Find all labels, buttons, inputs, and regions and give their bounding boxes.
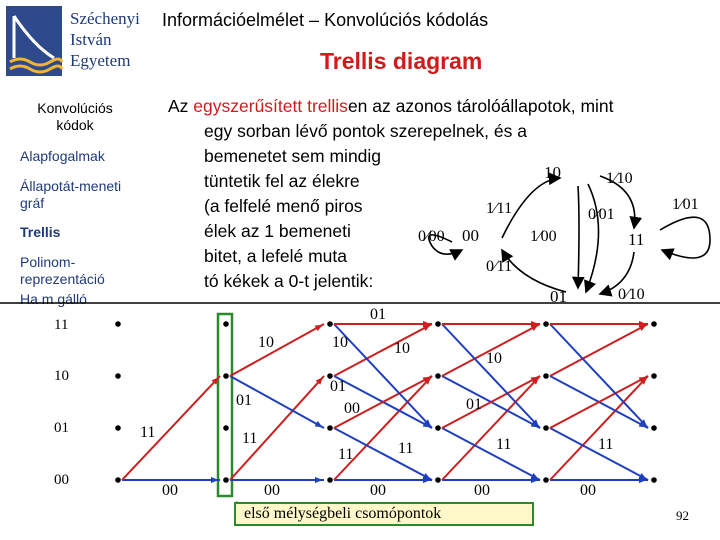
- trellis-edge-input-1: [442, 376, 540, 480]
- trellis-node: [543, 477, 549, 483]
- trellis-edge-input-1: [550, 376, 648, 480]
- trellis-edge-label: 00: [264, 482, 280, 499]
- trellis-node: [435, 477, 441, 483]
- trellis-edge-input-0: [442, 324, 540, 428]
- trellis-edge-input-1: [550, 324, 648, 376]
- trellis-node: [651, 477, 657, 483]
- state-transition-diagram: [410, 160, 720, 305]
- trellis-edge-label: 11: [598, 436, 614, 453]
- state-edge-label: 0⁄11: [486, 258, 513, 275]
- trellis-node: [223, 373, 229, 379]
- trellis-edge-label: 11: [140, 424, 156, 441]
- state-00: 00: [462, 226, 479, 245]
- university-name: [70, 8, 140, 71]
- body-line-8: tó kékek a 0-t jelentik:: [204, 271, 374, 291]
- trellis-edge-label: 10: [332, 334, 348, 351]
- trellis-edge-label: 11: [338, 446, 354, 463]
- trellis-node: [327, 477, 333, 483]
- state-11: 11: [628, 230, 645, 249]
- sidebar-item-label-line1: Polinom-: [20, 254, 76, 270]
- trellis-node: [115, 321, 121, 327]
- university-name-line2: István: [70, 30, 112, 49]
- sidebar-item-polinom-reprezentacio[interactable]: [20, 254, 105, 288]
- trellis-node: [651, 425, 657, 431]
- course-title: Információelmélet – Konvolúciós kódolás: [162, 10, 489, 30]
- first-depth-node-highlight: [218, 314, 232, 496]
- trellis-edge-label: 10: [258, 334, 274, 351]
- trellis-edge-label: 00: [580, 482, 596, 499]
- sidebar-item-label-line1: Állapotát-meneti: [20, 178, 122, 194]
- trellis-node: [543, 425, 549, 431]
- body-line-5: (a felfelé menő piros: [204, 196, 363, 216]
- trellis-edge-input-1: [334, 324, 432, 376]
- sidebar-item-allapotatmeneti-graf[interactable]: [20, 178, 121, 212]
- body-line-2: egy sorban lévő pontok szerepelnek, és a: [204, 121, 527, 141]
- trellis-arrowhead: [315, 477, 322, 483]
- body-text-span: Az: [168, 96, 194, 116]
- sidebar-item-cut-off[interactable]: Ha m gálló: [20, 291, 87, 307]
- sidebar-item-label-line2: reprezentáció: [20, 271, 105, 287]
- trellis-edge-label: 11: [496, 436, 512, 453]
- body-line-6: élek az 1 bemeneti: [204, 221, 351, 241]
- trellis-node: [543, 321, 549, 327]
- sidebar-section-title-line2: kódok: [56, 117, 94, 133]
- trellis-row-label: 01: [54, 420, 69, 436]
- trellis-node: [223, 321, 229, 327]
- trellis-edge-input-1: [230, 324, 324, 376]
- trellis-row-label: 00: [54, 472, 69, 488]
- state-edge-label: 1⁄01: [672, 196, 699, 213]
- trellis-edge-label: 11: [398, 440, 414, 457]
- trellis-node: [435, 373, 441, 379]
- trellis-edge-label: 10: [394, 340, 410, 357]
- logo-emblem-icon: [6, 6, 62, 76]
- first-depth-nodes-caption: első mélységbeli csomópontok: [234, 502, 534, 526]
- slide-title: Trellis diagram: [320, 48, 483, 74]
- trellis-node: [327, 425, 333, 431]
- trellis-node: [223, 425, 229, 431]
- trellis-edge-label: 01: [330, 378, 346, 395]
- sidebar-item-alapfogalmak[interactable]: Alapfogalmak: [20, 148, 105, 164]
- university-name-line3: Egyetem: [70, 51, 131, 70]
- trellis-edges: [122, 321, 648, 483]
- state-edge-label: 1⁄00: [530, 228, 557, 245]
- trellis-node: [435, 321, 441, 327]
- university-logo: [6, 6, 62, 76]
- page-number: 92: [676, 508, 689, 523]
- edge-01-10: [578, 186, 579, 288]
- university-name-line1: Széchenyi: [70, 9, 140, 28]
- body-line-7: bitet, a lefelé muta: [204, 246, 347, 266]
- state-edge-label: 1⁄11: [486, 200, 513, 217]
- highlight-simplified-trellis: egyszerűsített trellis: [193, 96, 348, 116]
- sidebar-section-title-line1: Konvolúciós: [37, 100, 113, 116]
- body-text-span: en az azonos tárolóállapotok, mint: [347, 96, 614, 116]
- trellis-node: [651, 373, 657, 379]
- trellis-edge-label: 00: [162, 482, 178, 499]
- sidebar-section-title: [0, 100, 150, 134]
- sidebar-item-label-line2: gráf: [20, 195, 45, 211]
- trellis-edge-label: 00: [344, 400, 360, 417]
- state-10: 10: [544, 163, 561, 182]
- trellis-row-label: 11: [54, 317, 69, 333]
- trellis-edge-label: 11: [242, 430, 258, 447]
- state-edge-label: 1⁄10: [606, 170, 633, 187]
- edge-10-01: [586, 184, 599, 292]
- trellis-edge-label: 00: [474, 482, 490, 499]
- trellis-edge-label: 01: [466, 396, 482, 413]
- trellis-node: [651, 321, 657, 327]
- trellis-edge-label: 01: [236, 392, 252, 409]
- trellis-row-label: 10: [54, 368, 69, 384]
- trellis-edge-input-1: [122, 376, 220, 480]
- trellis-node: [115, 477, 121, 483]
- body-line-1: [168, 94, 708, 119]
- trellis-node: [327, 321, 333, 327]
- trellis-node: [115, 373, 121, 379]
- trellis-node: [543, 373, 549, 379]
- body-line-3: bemenetet sem mindig: [204, 146, 382, 166]
- body-line-4: tüntetik fel az élekre: [204, 171, 360, 191]
- sidebar-item-trellis[interactable]: Trellis: [20, 224, 61, 240]
- state-edge-label: 0⁄01: [588, 206, 615, 223]
- trellis-node: [223, 477, 229, 483]
- edge-11-self: [660, 217, 710, 258]
- trellis-node: [435, 425, 441, 431]
- trellis-edge-input-0: [442, 428, 540, 480]
- trellis-node: [115, 425, 121, 431]
- trellis-edge-input-1: [334, 376, 432, 480]
- state-edge-label: 0⁄10: [618, 286, 645, 303]
- trellis-edge-label: 00: [370, 482, 386, 499]
- trellis-edge-label: 10: [486, 350, 502, 367]
- state-01: 01: [550, 287, 567, 306]
- state-edge-label: 0⁄00: [418, 228, 445, 245]
- trellis-edge-label: 01: [370, 306, 386, 323]
- trellis-edge-input-0: [550, 324, 648, 428]
